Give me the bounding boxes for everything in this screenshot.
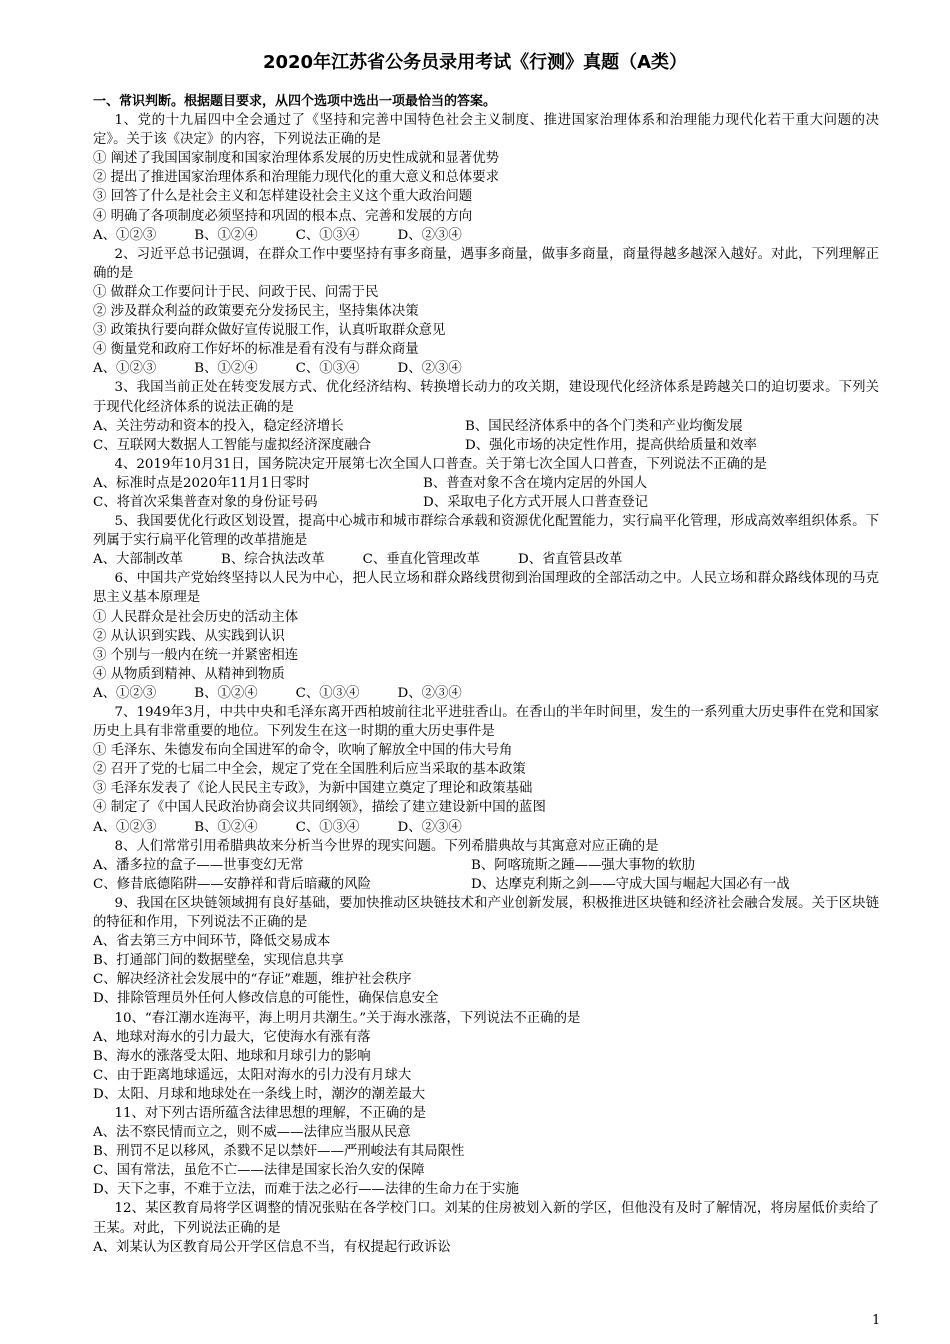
choice-row	[93, 684, 879, 703]
choice-row	[93, 226, 879, 245]
choice-a: A、关注劳动和资本的投入，稳定经济增长	[93, 418, 344, 434]
choice-a: A、省去第三方中间环节，降低交易成本	[93, 934, 331, 950]
choice-b: B、普查对象不含在境内定居的外国人	[423, 475, 648, 491]
choice-d: D、天下之事，不难于立法，而难于法之必行——法律的生命力在于实施	[93, 1182, 519, 1198]
choice-a: A、①②③	[93, 685, 157, 701]
choice-a: A、①②③	[93, 361, 157, 377]
choice-a: A、刘某认为区教育局公开学区信息不当，有权提起行政诉讼	[93, 1239, 451, 1255]
question-stem: 11、对下列古语所蕴含法律思想的理解，不正确的是	[114, 1105, 427, 1121]
statement-item: ① 人民群众是社会历史的活动主体	[93, 609, 299, 625]
choice-b: B、海水的涨落受太阳、地球和月球引力的影响	[93, 1048, 371, 1064]
statement-item: ③ 政策执行要向群众做好宣传说服工作，认真听取群众意见	[93, 323, 446, 339]
statement-item: ① 阐述了我国国家制度和国家治理体系发展的历史性成就和显著优势	[93, 151, 499, 167]
choice-d: D、太阳、月球和地球处在一条线上时，潮汐的潮差最大	[93, 1086, 426, 1102]
statement-item: ② 涉及群众利益的政策要充分发扬民主，坚持集体决策	[93, 304, 419, 320]
choice-row	[93, 474, 879, 493]
choice-c: C、①③④	[295, 685, 360, 701]
statement-item: ③ 个别与一般内在统一并紧密相连	[93, 647, 299, 663]
page-number: 1	[872, 1313, 881, 1328]
choice-d: D、采取电子化方式开展人口普查登记	[423, 494, 648, 510]
choice-row	[93, 436, 879, 455]
choice-c: C、互联网大数据人工智能与虚拟经济深度融合	[93, 437, 372, 453]
choice-b: B、①②④	[194, 685, 258, 701]
choice-a: A、大部制改革	[93, 552, 184, 568]
statement-item: ④ 从物质到精神、从精神到物质	[93, 666, 285, 682]
choice-d: D、排除管理员外任何人修改信息的可能性，确保信息安全	[93, 991, 439, 1007]
choice-d: D、②③④	[397, 227, 462, 243]
question-stem: 8、人们常常引用希腊典故来分析当今世界的现实问题。下列希腊典故与其寓意对应正确的是	[114, 838, 659, 854]
choice-a: A、潘多拉的盒子——世事变幻无常	[93, 857, 304, 873]
choice-row	[93, 493, 879, 512]
choice-c: C、垂直化管理改革	[362, 552, 480, 568]
section-heading: 一、常识判断。根据题目要求，从四个选项中选出一项最恰当的答案。	[93, 94, 497, 109]
statement-item: ④ 明确了各项制度必须坚持和巩固的根本点、完善和发展的方向	[93, 208, 473, 224]
question-stem: 10、“春江潮水连海平，海上明月共潮生。”关于海水涨落，下列说法不正确的是	[114, 1010, 581, 1026]
choice-b: B、刑罚不足以移风，杀戮不足以禁奸——严刑峻法有其局限性	[93, 1144, 465, 1160]
choice-b: B、①②④	[194, 227, 258, 243]
choice-b: B、①②④	[194, 361, 258, 377]
question-stem: 1、党的十九届四中全会通过了《坚持和完善中国特色社会主义制度、推进国家治理体系和治理能力现代化若干重大问题的决定》。关于该《决定》的内容，下列说法正确的是	[93, 113, 879, 148]
choice-b: B、国民经济体系中的各个门类和产业均衡发展	[465, 418, 743, 434]
page-title: 2020年江苏省公务员录用考试《行测》真题（A类）	[262, 52, 688, 73]
choice-a: A、法不察民情而立之，则不威——法律应当服从民意	[93, 1125, 411, 1141]
document-body	[93, 92, 879, 1257]
choice-a: A、①②③	[93, 819, 157, 835]
question-stem: 7、1949年3月，中共中央和毛泽东离开西柏坡前往北平进驻香山。在香山的半年时间里，发生的一系列重大历史事件在党和国家历史上具有非常重要的地位。下列发生在这一时期的重大历史事件是	[93, 705, 879, 740]
choice-a: A、①②③	[93, 227, 157, 243]
choice-c: C、由于距离地球遥远，太阳对海水的引力没有月球大	[93, 1067, 412, 1083]
question-stem: 4、2019年10月31日，国务院决定开展第七次全国人口普查。关于第七次全国人口普查，下列说法不正确的是	[114, 456, 767, 472]
statement-item: ④ 衡量党和政府工作好坏的标准是看有没有与群众商量	[93, 342, 419, 358]
statement-item: ② 提出了推进国家治理体系和治理能力现代化的重大意义和总体要求	[93, 170, 499, 186]
choice-row	[93, 856, 879, 875]
choice-d: D、②③④	[397, 819, 462, 835]
choice-row	[93, 417, 879, 436]
question-stem: 9、我国在区块链领域拥有良好基础，要加快推动区块链技术和产业创新发展，积极推进区块链和经济社会融合发展。关于区块链的特征和作用，下列说法不正确的是	[93, 895, 879, 931]
statement-item: ① 毛泽东、朱德发布向全国进军的命令，吹响了解放全中国的伟大号角	[93, 743, 513, 759]
statement-item: ② 召开了党的七届二中全会，规定了党在全国胜利后应当采取的基本政策	[93, 762, 526, 778]
choice-b: B、综合执法改革	[221, 552, 325, 568]
choice-row	[93, 550, 879, 569]
choice-b: B、打通部门间的数据壁垒，实现信息共享	[93, 953, 344, 969]
choice-b: B、阿喀琉斯之踵——强大事物的软肋	[471, 857, 696, 873]
choice-c: C、修昔底德陷阱——安静祥和背后暗藏的风险	[93, 876, 372, 892]
choice-c: C、①③④	[295, 227, 360, 243]
choice-c: C、①③④	[295, 361, 360, 377]
choice-row	[93, 818, 879, 837]
choice-c: C、解决经济社会发展中的“存证”难题，维护社会秩序	[93, 972, 412, 988]
statement-item: ① 做群众工作要问计于民、问政于民、问需于民	[93, 284, 379, 300]
question-stem: 5、我国要优化行政区划设置，提高中心城市和城市群综合承载和资源优化配置能力，实行扁平化管理，形成高效率组织体系。下列属于实行扁平化管理的改革措施是	[93, 514, 879, 549]
choice-d: D、省直管县改革	[517, 552, 623, 568]
question-stem: 12、某区教育局将学区调整的情况张贴在各学校门口。刘某的住房被划入新的学区，但他没有及时了解情况，将房屋低价卖给了王某。对此，下列说法正确的是	[93, 1201, 879, 1236]
statement-item: ③ 毛泽东发表了《论人民民主专政》，为新中国建立奠定了理论和政策基础	[93, 781, 533, 797]
choice-c: C、将首次采集普查对象的身份证号码	[93, 494, 318, 510]
choice-b: B、①②④	[194, 819, 258, 835]
choice-row	[93, 875, 879, 894]
choice-c: C、①③④	[295, 819, 360, 835]
choice-row	[93, 359, 879, 378]
choice-a: A、地球对海水的引力最大，它使海水有涨有落	[93, 1029, 371, 1045]
statement-item: ④ 制定了《中国人民政治协商会议共同纲领》，描绘了建立建设新中国的蓝图	[93, 800, 546, 816]
choice-c: C、国有常法，虽危不亡——法律是国家长治久安的保障	[93, 1163, 425, 1179]
statement-item: ② 从认识到实践、从实践到认识	[93, 628, 285, 644]
statement-item: ③ 回答了什么是社会主义和怎样建设社会主义这个重大政治问题	[93, 189, 473, 205]
question-stem: 2、习近平总书记强调，在群众工作中要坚持有事多商量，遇事多商量，做事多商量，商量得越多越深入越好。对此，下列理解正确的是	[93, 246, 879, 281]
choice-d: D、②③④	[397, 361, 462, 377]
question-stem: 3、我国当前正处在转变发展方式、优化经济结构、转换增长动力的攻关期，建设现代化经济体系是跨越关口的迫切要求。下列关于现代化经济体系的说法正确的是	[93, 380, 879, 415]
choice-d: D、达摩克利斯之剑——守成大国与崛起大国必有一战	[471, 876, 790, 892]
question-stem: 6、中国共产党始终坚持以人民为中心，把人民立场和群众路线贯彻到治国理政的全部活动之中。人民立场和群众路线体现的马克思主义基本原理是	[93, 571, 879, 606]
choice-a: A、标准时点是2020年11月1日零时	[93, 475, 310, 491]
choice-d: D、②③④	[397, 685, 462, 701]
choice-d: D、强化市场的决定性作用，提高供给质量和效率	[465, 437, 757, 453]
